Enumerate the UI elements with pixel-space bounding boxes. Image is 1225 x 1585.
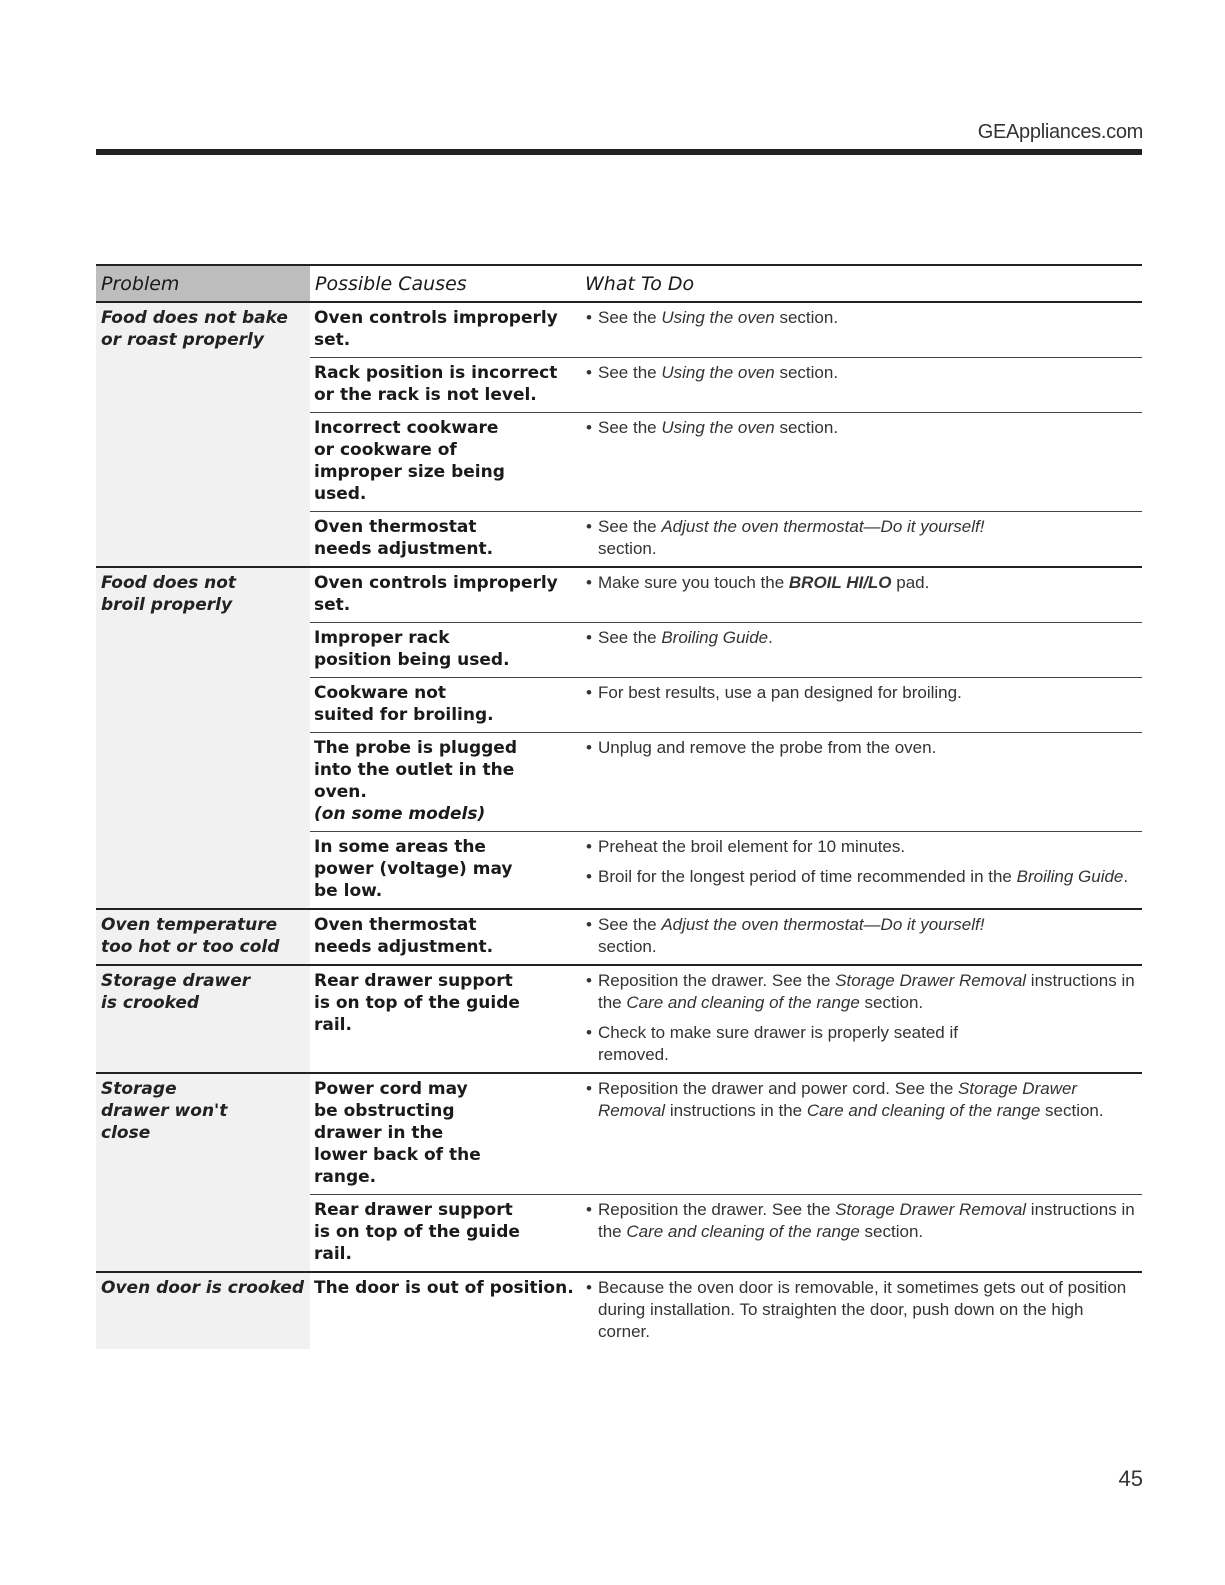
remedy-cell: • See the Using the oven section. — [580, 358, 1142, 413]
cause-cell: Rear drawer support is on top of the guide rail. — [310, 1195, 580, 1273]
header-problem: Problem — [96, 265, 310, 302]
table-row — [96, 1073, 1142, 1195]
cause-cell: The probe is plugged into the outlet in the oven. (on some models) — [310, 733, 580, 832]
remedy-cell: • For best results, use a pan designed for broiling. — [580, 678, 1142, 733]
remedy-cell: • See the Using the oven section. — [580, 413, 1142, 512]
cause-cell: Oven controls improperly set. — [310, 567, 580, 623]
cause-cell: Cookware not suited for broiling. — [310, 678, 580, 733]
cause-cell: Improper rack position being used. — [310, 623, 580, 678]
table-row — [96, 1272, 1142, 1349]
problem-cell: Oven temperature too hot or too cold — [96, 909, 310, 965]
problem-cell: Food does not broil properly — [96, 567, 310, 909]
cause-cell: Oven thermostat needs adjustment. — [310, 512, 580, 568]
remedy-cell: • Make sure you touch the BROIL HI/LO pad. — [580, 567, 1142, 623]
header-causes: Possible Causes — [310, 265, 580, 302]
site-url: GEAppliances.com — [977, 121, 1143, 143]
cause-cell: Rack position is incorrect or the rack is not level. — [310, 358, 580, 413]
problem-cell: Storage drawer is crooked — [96, 965, 310, 1073]
remedy-cell: • Reposition the drawer. See the Storage Drawer Removal instructions in the Care and cleaning of the range section. — [580, 1195, 1142, 1273]
problem-cell: Food does not bake or roast properly — [96, 302, 310, 567]
table-row — [96, 965, 1142, 1073]
header-rule — [96, 149, 1142, 155]
remedy-cell: • Reposition the drawer and power cord. See the Storage Drawer Removal instructions in the Care and cleaning of the range section. — [580, 1073, 1142, 1195]
remedy-cell: • See the Broiling Guide. — [580, 623, 1142, 678]
cause-note: (on some models) — [314, 804, 486, 824]
remedy-cell: • Reposition the drawer. See the Storage Drawer Removal instructions in the Care and cleaning of the range section. • Check to make sure drawer is properly seated if removed. — [580, 965, 1142, 1073]
cause-cell: Incorrect cookware or cookware of improper size being used. — [310, 413, 580, 512]
remedy-cell: • See the Adjust the oven thermostat—Do it yourself! section. — [580, 512, 1142, 568]
cause-cell: Oven controls improperly set. — [314, 308, 558, 350]
page-number: 45 — [1118, 1466, 1143, 1491]
header-what-to-do: What To Do — [580, 265, 1142, 302]
remedy-cell: • Because the oven door is removable, it sometimes gets out of position during installation. To straighten the door, push down on the high corner. — [580, 1272, 1142, 1349]
table-row — [96, 567, 1142, 623]
table-row — [96, 302, 1142, 358]
problem-cell: Storage drawer won't close — [96, 1073, 310, 1272]
remedy-cell: • See the Adjust the oven thermostat—Do it yourself! section. — [580, 909, 1142, 965]
table-header-row — [96, 265, 1142, 302]
remedy-cell: • Preheat the broil element for 10 minutes. • Broil for the longest period of time recommended in the Broiling Guide. — [580, 832, 1142, 910]
remedy-cell: • Unplug and remove the probe from the oven. — [580, 733, 1142, 832]
cause-cell: In some areas the power (voltage) may be low. — [310, 832, 580, 910]
table-row — [96, 909, 1142, 965]
remedy-cell: • See the Using the oven section. — [580, 302, 1142, 358]
problem-cell: Oven door is crooked — [96, 1272, 310, 1349]
cause-cell: Rear drawer support is on top of the guide rail. — [310, 965, 580, 1073]
cause-cell: The door is out of position. — [310, 1272, 580, 1349]
cause-cell: Power cord may be obstructing drawer in the lower back of the range. — [310, 1073, 580, 1195]
troubleshooting-table — [96, 264, 1142, 1349]
cause-cell: Oven thermostat needs adjustment. — [310, 909, 580, 965]
